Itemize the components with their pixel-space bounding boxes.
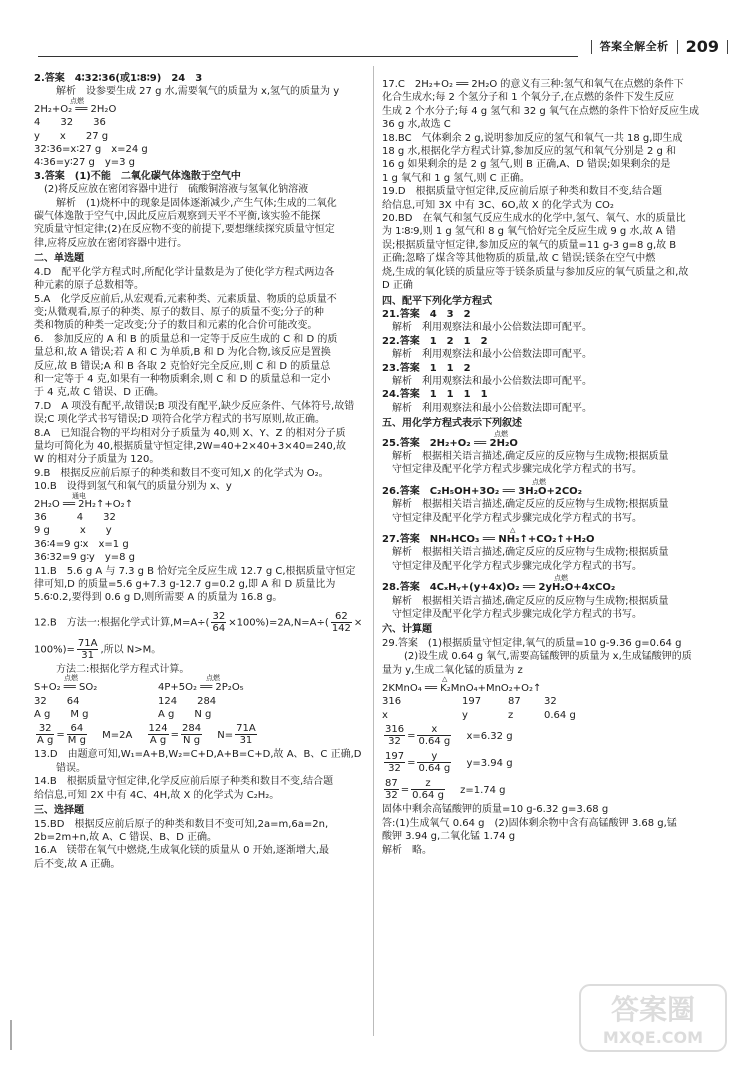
equation-text: 25.答案 2H₂+O₂ ══ 2H₂O — [382, 437, 518, 449]
q29-line: 固体中剩余高锰酸钾的质量=10 g-6.32 g=3.68 g — [382, 804, 609, 816]
numerator: x — [417, 724, 451, 736]
equation-text: 2H₂+O₂ ══ 2H₂O — [34, 103, 117, 115]
q12-method1-cont — [34, 636, 366, 663]
numerator: z — [411, 778, 445, 790]
denominator: 64 — [212, 622, 226, 634]
q28-analysis: 解析 根据相关语言描述,确定反应的反应物与生成物;根据质量 — [392, 595, 669, 607]
header-divider — [727, 40, 728, 54]
q10 — [34, 480, 366, 564]
table-cell: y — [462, 709, 468, 721]
q9-line: 9.B 根据反应前后原子的种类和数目不变可知,X 的化学式为 O₂。 — [34, 467, 329, 479]
q20-line: 误;根据质量守恒定律,参加反应的氧气的质量=11 g-3 g=8 g,故 B — [382, 239, 677, 251]
q25-analysis: 守恒定律及配平化学方程式步骤完成化学方程式的书写。 — [392, 464, 642, 476]
q20-line: 烧,生成的氧化镁的质量应等于镁条质量与参加反应的氧气质量之和,故 — [382, 266, 689, 278]
q7-line: 误;C 项化学式书写错误;D 项符合化学方程式的书写原则,故正确。 — [34, 414, 325, 426]
section-heading: 五、用化学方程式表示下列叙述 — [382, 418, 522, 430]
q14-line: 给信息,可知 2X 中有 4C、4H,故 X 的化学式为 C₂H₂。 — [34, 789, 280, 801]
q16-line: 后不变,故 A 正确。 — [34, 858, 121, 870]
denominator: 31 — [81, 649, 95, 661]
q11-line: 11.B 5.6 g A 与 7.3 g B 恰好完全反应生成 12.7 g C,根据质量守恒定 — [34, 565, 356, 577]
q12-method1 — [34, 609, 366, 636]
fraction — [331, 611, 352, 634]
q11-line: 5.6∶0.2,要得到 0.6 g D,则所需要 A 的质量为 16.8 g。 — [34, 592, 283, 604]
q18-line: 1 g 氧气和 1 g 氢气,则 C 正确。 — [382, 172, 530, 184]
header-divider — [677, 40, 678, 54]
q26-analysis: 守恒定律及配平化学方程式步骤完成化学方程式的书写。 — [392, 512, 642, 524]
equation-condition: 点燃 — [70, 96, 84, 105]
q10-row: 36∶4=9 g∶x x=1 g — [34, 538, 129, 550]
fraction — [67, 723, 87, 746]
q4-line: 种元素的原子总数相等。 — [34, 280, 144, 292]
text-run: ,所以 N>M。 — [100, 644, 162, 656]
denominator: 142 — [331, 622, 351, 634]
q11-line: 律可知,D 的质量=5.6 g+7.3 g-12.7 g=0.2 g,即 A 和 D 质量比为 — [34, 579, 336, 591]
numerator: 124 — [148, 723, 168, 735]
q3-line: 律,应将反应放在密闭容器中进行。 — [34, 237, 188, 249]
equation-condition: △ — [510, 526, 516, 534]
q2-answer: 2.答案 4∶32∶36(或1∶8∶9) 24 3 — [34, 73, 203, 84]
q3-answer: 3.答案 (1)不能 二氧化碳气体逸散于空气中 — [34, 170, 241, 182]
q29-analysis: 解析 略。 — [382, 844, 432, 856]
q27-answer — [382, 526, 717, 546]
fraction — [211, 611, 226, 634]
denominator: 32 — [388, 763, 401, 775]
q6-line: 量总和,故 A 错误;若 A 和 C 为单质,B 和 D 为化合物,该反应是置换 — [34, 347, 331, 359]
q14-line: 14.B 根据质量守恒定律,化学反应前后原子种类和数目不变,结合题 — [34, 776, 334, 788]
q3-line: 碳气体逸散于空气中,因此反应后观察到天平不平衡,该实验不能探 — [34, 211, 321, 223]
q23-analysis: 解析 利用观察法和最小公倍数法即可配平。 — [392, 375, 592, 387]
denominator: A g — [149, 735, 167, 747]
q16-line: 16.A 镁带在氧气中燃烧,生成氧化镁的质量从 0 开始,逐渐增大,最 — [34, 845, 329, 857]
numerator: 71A — [236, 723, 256, 735]
ratio-result: N= — [217, 729, 234, 741]
q29-table — [382, 695, 717, 722]
fraction — [77, 638, 99, 661]
denominator: M g — [67, 735, 86, 747]
equation-text: 4P+5O₂ ══ 2P₂O₅ — [158, 682, 244, 694]
q8-line: 8.A 已知混合物的平均相对分子质量为 40,则 X、Y、Z 的相对分子质 — [34, 427, 346, 439]
q17-line: 生成 2 个水分子;每 4 g 氢气和 32 g 氧气在点燃的条件下恰好反应生成 — [382, 105, 699, 117]
q15-line: 15.BD 根据反应前后原子的种类和数目不变可知,2a=m,6a=2n, — [34, 818, 329, 830]
section-heading: 六、计算题 — [382, 624, 432, 636]
q18-line: 18.BC 气体剩余 2 g,说明参加反应的氢气和氧气一共 18 g,即生成 — [382, 132, 683, 144]
table-cell: 197 — [462, 696, 482, 708]
denominator: 31 — [239, 735, 253, 747]
text-run: ×100%)=2A,N=A÷( — [228, 617, 329, 629]
q18-line: 16 g 如果剩余的是 2 g 氢气,则 B 正确,A、D 错误;如果剩余的是 — [382, 159, 671, 171]
denominator: 0.64 g — [418, 736, 451, 748]
left-column — [34, 72, 366, 871]
q18-line: 18 g 水,根据化学方程式计算,参加反应的氢气和氧气分别是 2 g 和 — [382, 146, 677, 158]
q13-line: 错误。 — [56, 762, 86, 774]
q25-answer — [382, 429, 717, 450]
watermark-logo — [578, 983, 728, 1053]
numerator: 197 — [385, 751, 405, 763]
q28-answer — [382, 574, 717, 594]
q23-answer: 23.答案 1 1 2 — [382, 362, 471, 374]
q2-row: 4∶36=y∶27 g y=3 g — [34, 157, 136, 169]
denominator: A g — [37, 735, 54, 747]
numerator: 71A — [77, 637, 98, 649]
q19-line: 19.D 根据质量守恒定律,反应前后原子种类和数目不变,结合题 — [382, 186, 662, 198]
q20-line: D 正确 — [382, 280, 413, 292]
page-header — [591, 36, 728, 58]
q20-line: 正确;忽略了煤含等其他物质的质量,故 C 错误;镁条在空气中燃 — [382, 253, 656, 265]
q6-line: 于 4 克,故 C 错误、D 正确。 — [34, 387, 165, 399]
fraction — [411, 778, 445, 801]
text-run: 100%)= — [34, 644, 75, 656]
equation-condition: △ — [442, 675, 448, 684]
q22-analysis: 解析 利用观察法和最小公倍数法即可配平。 — [392, 349, 592, 361]
equation-b — [158, 674, 318, 694]
q10-equation — [34, 491, 366, 511]
numerator: 87 — [385, 778, 398, 790]
fraction — [384, 751, 405, 774]
ratio-result: M=2A — [102, 729, 133, 741]
equation-row: A g N g — [158, 709, 212, 721]
header-rule — [38, 56, 578, 57]
equation-condition: 点燃 — [494, 429, 508, 438]
margin-mark — [10, 1020, 12, 1050]
table-cell: 0.64 g — [544, 709, 576, 721]
q10-row: 36 4 32 — [34, 512, 116, 523]
q3 — [34, 170, 366, 250]
section-heading: 三、选择题 — [34, 805, 84, 817]
q15-line: 2b=2m+n,故 A、C 错误、B、D 正确。 — [34, 831, 218, 843]
header-divider — [591, 40, 592, 54]
q2-row: y x 27 g — [34, 130, 109, 142]
q20-line: 为 1∶8∶9,则 1 g 氢气和 8 g 氧气恰好完全反应生成 9 g 水,故 A 错 — [382, 226, 676, 238]
equation-condition: 点燃 — [206, 674, 220, 683]
q3-line: 解析 (1)烧杯中的现象是固体逐渐减少,产生气体;生成的二氧化 — [56, 197, 337, 209]
q24-analysis: 解析 利用观察法和最小公倍数法即可配平。 — [392, 402, 592, 414]
q10-row: 9 g x y — [34, 525, 112, 537]
q22-answer: 22.答案 1 2 1 2 — [382, 335, 488, 347]
q2-equation — [34, 96, 366, 116]
denominator: 32 — [385, 790, 398, 802]
page-number: 209 — [685, 37, 719, 57]
q6-line: 反应,故 B 错误;A 和 B 各取 2 克恰好完全反应,则 C 和 D 的质量总 — [34, 360, 331, 372]
numerator: 62 — [331, 611, 352, 623]
q2 — [34, 72, 366, 170]
q27-analysis: 解析 根据相关语言描述,确定反应的反应物与生成物;根据质量 — [392, 547, 669, 559]
table-cell — [432, 695, 456, 708]
equation-text: 2KMnO₄ ══ K₂MnO₄+MnO₂+O₂↑ — [382, 683, 542, 695]
numerator: 32 — [36, 723, 54, 735]
numerator: 32 — [212, 610, 226, 622]
numerator: 284 — [182, 723, 202, 735]
numerator: 316 — [385, 724, 405, 736]
equation-condition: 点燃 — [64, 674, 78, 683]
section-heading: 二、单选题 — [34, 253, 84, 265]
q27-analysis: 守恒定律及配平化学方程式步骤完成化学方程式的书写。 — [392, 560, 642, 572]
q19-line: 给信息,可知 3X 中有 3C、6O,故 X 的化学式为 CO₂ — [382, 199, 614, 211]
right-column — [382, 72, 717, 857]
header-section-title: 答案全解全析 — [599, 40, 669, 54]
q2-row: 4 32 36 — [34, 117, 106, 129]
q5-line: 变;从微观看,原子的种类、原子的数目、原子的质量不变;分子的种 — [34, 306, 324, 318]
q21-answer: 21.答案 4 3 2 — [382, 308, 471, 320]
equation-text: S+O₂ ══ SO₂ — [34, 682, 98, 694]
q6-line: 和一定等于 4 克,如果有一种物质剩余,则 C 和 D 的质量总和一定小 — [34, 373, 331, 385]
q24-answer: 24.答案 1 1 1 1 — [382, 389, 488, 401]
equation-condition: 点燃 — [554, 574, 568, 583]
watermark-graphic — [578, 983, 728, 1053]
q29-line: 29.答案 (1)根据质量守恒定律,氧气的质量=10 g-9.36 g=0.64 g — [382, 637, 682, 649]
equation-text: 28.答案 4CₓHᵧ+(y+4x)O₂ ══ 2yH₂O+4xCO₂ — [382, 582, 616, 594]
fraction — [384, 724, 405, 747]
fraction — [36, 723, 54, 746]
calc-result: z=1.74 g — [460, 784, 506, 796]
text-run: 12.B 方法一:根据化学式计算,M=A÷( — [34, 617, 210, 629]
q8-line: 量均可简化为 40,根据质量守恒定律,2W=40+2×40+3×40=240,故 — [34, 440, 346, 452]
watermark-url: MXQE.COM — [602, 1028, 704, 1047]
q10-row: 36∶32=9 g∶y y=8 g — [34, 552, 136, 564]
q12-method2: 方法二:根据化学方程式计算。 — [56, 663, 190, 675]
q13-line: 13.D 由题意可知,W₁=A+B,W₂=C+D,A+B=C+D,故 A、B、C 正确,D — [34, 749, 362, 761]
calc-result: x=6.32 g — [466, 730, 513, 742]
table-cell: 316 — [382, 696, 402, 708]
q29-calc: $\frac{197}{32}$ = $\frac{y}{0.64 g}$ y=3.94 g — [385, 751, 513, 775]
q25-analysis: 解析 根据相关语言描述,确定反应的反应物与生成物;根据质量 — [392, 450, 669, 462]
q29-calc: $\frac{316}{32}$ = $\frac{x}{0.64 g}$ x=6.32 g — [385, 724, 513, 748]
q29-line: 酸钾 3.94 g,二氧化锰 1.74 g — [382, 831, 516, 843]
calc-result: y=3.94 g — [466, 757, 513, 769]
table-cell: 32 — [544, 696, 557, 708]
fraction — [417, 724, 451, 747]
q17-line: 化合生成水;每 2 个氢分子和 1 个氧分子,在点燃的条件下发生反应 — [382, 92, 674, 104]
q3-line: (2)将反应放在密闭容器中进行 硫酸铜溶液与氢氧化钠溶液 — [44, 184, 309, 196]
q20-line: 20.BD 在氧气和氢气反应生成水的化学中,氢气、氧气、水的质量比 — [382, 213, 686, 225]
equation-condition: 通电 — [72, 491, 86, 500]
q5-line: 类和物质的种类一定改变;分子的数目和元素的化合价可能改变。 — [34, 320, 318, 332]
q10-line: 10.B 设得到氢气和氧气的质量分别为 x、y — [34, 481, 232, 493]
fraction — [181, 723, 202, 746]
q8-line: W 的相对分子质量为 120。 — [34, 454, 160, 466]
q26-answer — [382, 477, 717, 498]
q29-calc: $\frac{87}{32}$ = $\frac{z}{0.64 g}$ z=1.74 g — [385, 778, 506, 802]
q21-analysis: 解析 利用观察法和最小公倍数法即可配平。 — [392, 322, 592, 334]
q29-line: 答:(1)生成氧气 0.64 g (2)固体剩余物中含有高锰酸钾 3.68 g,锰 — [382, 817, 677, 829]
q12-equations — [34, 674, 366, 721]
q2-row: 32∶36=x∶27 g x=24 g — [34, 144, 148, 156]
table-cell: x — [382, 709, 388, 721]
denominator: 0.64 g — [412, 790, 444, 802]
watermark-title: 答案圈 — [610, 993, 696, 1026]
equation-text: 26.答案 C₂H₅OH+3O₂ ══ 3H₂O+2CO₂ — [382, 485, 583, 497]
q29-line: (2)设生成 0.64 g 氧气,需要高锰酸钾的质量为 x,生成锰酸钾的质 — [404, 651, 692, 663]
text-run: × — [353, 617, 363, 629]
denominator: 0.64 g — [418, 763, 451, 775]
q3-line: 究质量守恒定律;(2)在反应物不变的前提下,要想继续探究质量守恒定 — [34, 224, 335, 236]
q12-ratios: $\frac{32}{\text{A g}}$ = $\frac{64}{\text{M g}}$ M=2A $\frac{124}{\text{A g}}$ = $\frac{284}{\text{N g}}$ N= $\frac{71A}{31}$ — [37, 723, 256, 747]
q26-analysis: 解析 根据相关语言描述,确定反应的反应物与生成物;根据质量 — [392, 499, 669, 511]
denominator: 32 — [388, 736, 401, 748]
equation-row: 32 64 — [34, 695, 80, 707]
table-cell — [432, 709, 456, 722]
q7-line: 7.D A 项没有配平,故错误;B 项没有配平,缺少反应条件、气体符号,故错 — [34, 400, 355, 412]
q2-analysis: 解析 设参要生成 27 g 水,需要氧气的质量为 x,氢气的质量为 y — [56, 86, 340, 98]
column-divider — [373, 66, 374, 1036]
equation-text: 27.答案 NH₄HCO₃ ══ NH₃↑+CO₂↑+H₂O — [382, 534, 595, 545]
numerator: y — [417, 751, 451, 763]
q4-line: 4.D 配平化学方程式时,所配化学计量数是为了使化学方程式两边各 — [34, 266, 335, 278]
fraction — [148, 723, 169, 746]
q12 — [34, 609, 366, 749]
equation-row: 124 284 — [158, 695, 217, 707]
section-heading: 四、配平下列化学方程式 — [382, 295, 492, 307]
q29-line: 量为 y,生成二氧化锰的质量为 z — [382, 664, 523, 676]
table-cell: 87 — [508, 696, 521, 708]
fraction — [235, 723, 257, 746]
equation-a — [34, 674, 152, 694]
table-cell: z — [508, 709, 514, 721]
denominator: N g — [183, 735, 201, 747]
q6-line: 6. 参加反应的 A 和 B 的质量总和一定等于反应生成的 C 和 D 的质 — [34, 333, 338, 345]
fraction — [417, 751, 451, 774]
equation-text: 2H₂O ══ 2H₂↑+O₂↑ — [34, 498, 134, 510]
q5-line: 5.A 化学反应前后,从宏观看,元素种类、元素质量、物质的总质量不 — [34, 293, 337, 305]
q29-equation — [382, 675, 717, 695]
q28-analysis: 守恒定律及配平化学方程式步骤完成化学方程式的书写。 — [392, 609, 642, 621]
equation-row: A g M g — [34, 709, 89, 721]
q29 — [382, 637, 717, 857]
numerator: 64 — [67, 723, 87, 735]
q17-line: 36 g 水,故选 C — [382, 119, 451, 131]
equation-condition: 点燃 — [532, 477, 546, 486]
fraction — [384, 778, 399, 801]
q17-line: 17.C 2H₂+O₂ ══ 2H₂O 的意义有三种:氢气和氧气在点燃的条件下 — [382, 79, 684, 90]
